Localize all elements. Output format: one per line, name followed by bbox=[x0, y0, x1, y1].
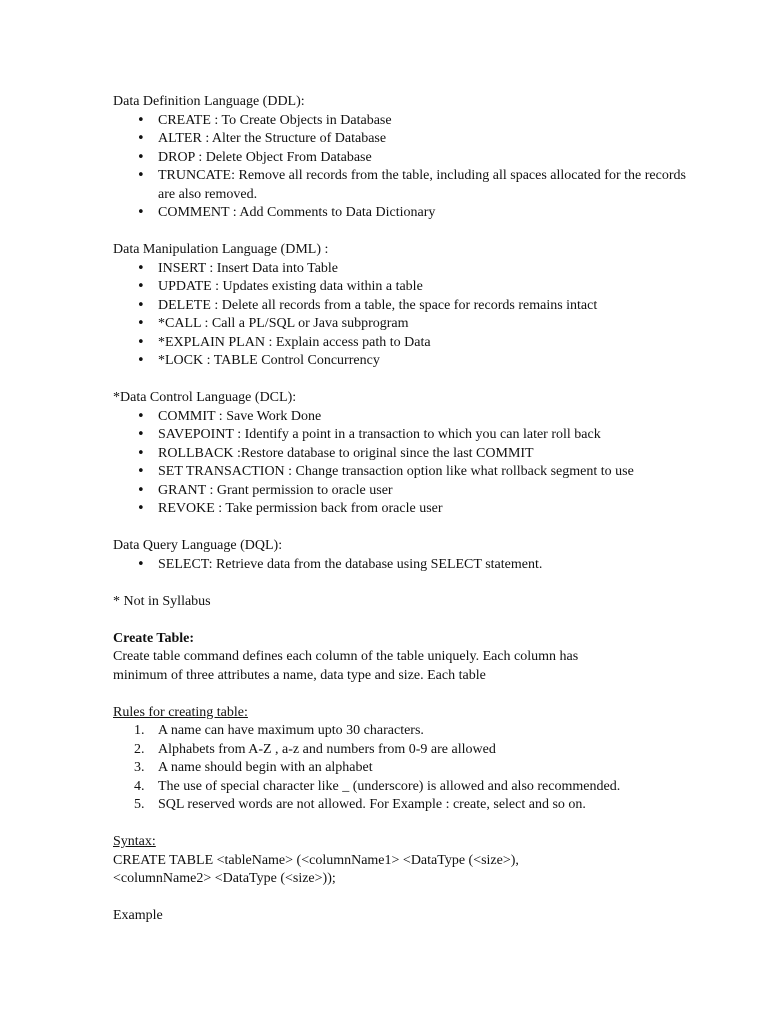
list-item: • ALTER : Alter the Structure of Database bbox=[113, 130, 698, 149]
dcl-list bbox=[113, 408, 768, 519]
syntax-heading: Syntax: bbox=[113, 834, 156, 849]
list-item: • COMMIT : Save Work Done bbox=[113, 408, 698, 427]
list-item: • *LOCK : TABLE Control Concurrency bbox=[113, 352, 698, 371]
dml-heading: Data Manipulation Language (DML) : bbox=[113, 242, 329, 257]
list-item: • COMMENT : Add Comments to Data Dictionary bbox=[113, 204, 698, 223]
list-item: • REVOKE : Take permission back from oracle user bbox=[113, 500, 698, 519]
spacer bbox=[113, 519, 768, 538]
list-number: 1. bbox=[134, 723, 145, 738]
list-number: 4. bbox=[134, 778, 145, 794]
list-item: • ROLLBACK :Restore database to original since the last COMMIT bbox=[113, 445, 698, 464]
list-item: • GRANT : Grant permission to oracle user bbox=[113, 482, 698, 501]
dml-list bbox=[113, 260, 768, 371]
list-text: A name can have maximum upto 30 characters. bbox=[158, 723, 424, 738]
ddl-list bbox=[113, 112, 768, 223]
list-text: A name should begin with an alphabet bbox=[158, 760, 373, 775]
list-item: • SET TRANSACTION : Change transaction option like what rollback segment to use bbox=[113, 463, 698, 482]
list-item: • *EXPLAIN PLAN : Explain access path to Data bbox=[113, 334, 698, 353]
list-number: 5. bbox=[134, 797, 145, 812]
create-table-body: Create table command defines each column of the table uniquely. Each column has minimum of three attributes a name, data type and size. Each table bbox=[113, 649, 579, 683]
spacer bbox=[113, 611, 768, 630]
ddl-heading: Data Definition Language (DDL): bbox=[113, 94, 305, 109]
dql-heading: Data Query Language (DQL): bbox=[113, 538, 283, 553]
list-item bbox=[113, 796, 698, 815]
list-item: • TRUNCATE: Remove all records from the table, including all spaces allocated for the records are also removed. bbox=[113, 167, 698, 204]
list-text: SQL reserved words are not allowed. For Example : create, select and so on. bbox=[158, 797, 586, 812]
spacer bbox=[113, 223, 768, 242]
footnote: * Not in Syllabus bbox=[113, 593, 211, 609]
syntax-line-2: <columnName2> <DataType (<size>)); bbox=[113, 871, 336, 886]
syntax-line-1: CREATE TABLE <tableName> (<columnName1> <DataType (<size>), bbox=[113, 852, 519, 868]
dcl-heading: *Data Control Language (DCL): bbox=[113, 390, 297, 405]
list-item bbox=[113, 778, 698, 797]
list-text: The use of special character like _ (underscore) is allowed and also recommended. bbox=[158, 778, 621, 794]
list-number: 3. bbox=[134, 760, 145, 775]
list-item: • INSERT : Insert Data into Table bbox=[113, 260, 698, 279]
dql-list bbox=[113, 556, 768, 575]
list-text: Alphabets from A-Z , a-z and numbers from 0-9 are allowed bbox=[158, 741, 496, 757]
list-item: • DELETE : Delete all records from a table, the space for records remains intact bbox=[113, 297, 698, 316]
list-item: • UPDATE : Updates existing data within a table bbox=[113, 278, 698, 297]
example-label: Example bbox=[113, 908, 163, 923]
rules-heading: Rules for creating table: bbox=[113, 704, 248, 720]
list-item bbox=[113, 741, 698, 760]
spacer bbox=[113, 889, 768, 908]
create-table-heading: Create Table: bbox=[113, 630, 195, 646]
spacer bbox=[113, 685, 768, 704]
spacer bbox=[113, 371, 768, 390]
list-item: • SAVEPOINT : Identify a point in a transaction to which you can later roll back bbox=[113, 426, 698, 445]
list-item: • *CALL : Call a PL/SQL or Java subprogram bbox=[113, 315, 698, 334]
rules-list bbox=[113, 722, 768, 815]
spacer bbox=[113, 574, 768, 593]
list-item: • DROP : Delete Object From Database bbox=[113, 149, 698, 168]
list-item bbox=[113, 722, 698, 741]
list-item bbox=[113, 759, 698, 778]
list-item: • CREATE : To Create Objects in Database bbox=[113, 112, 698, 131]
list-item: • SELECT: Retrieve data from the database using SELECT statement. bbox=[113, 556, 698, 575]
list-number: 2. bbox=[134, 741, 145, 757]
spacer bbox=[113, 815, 768, 834]
